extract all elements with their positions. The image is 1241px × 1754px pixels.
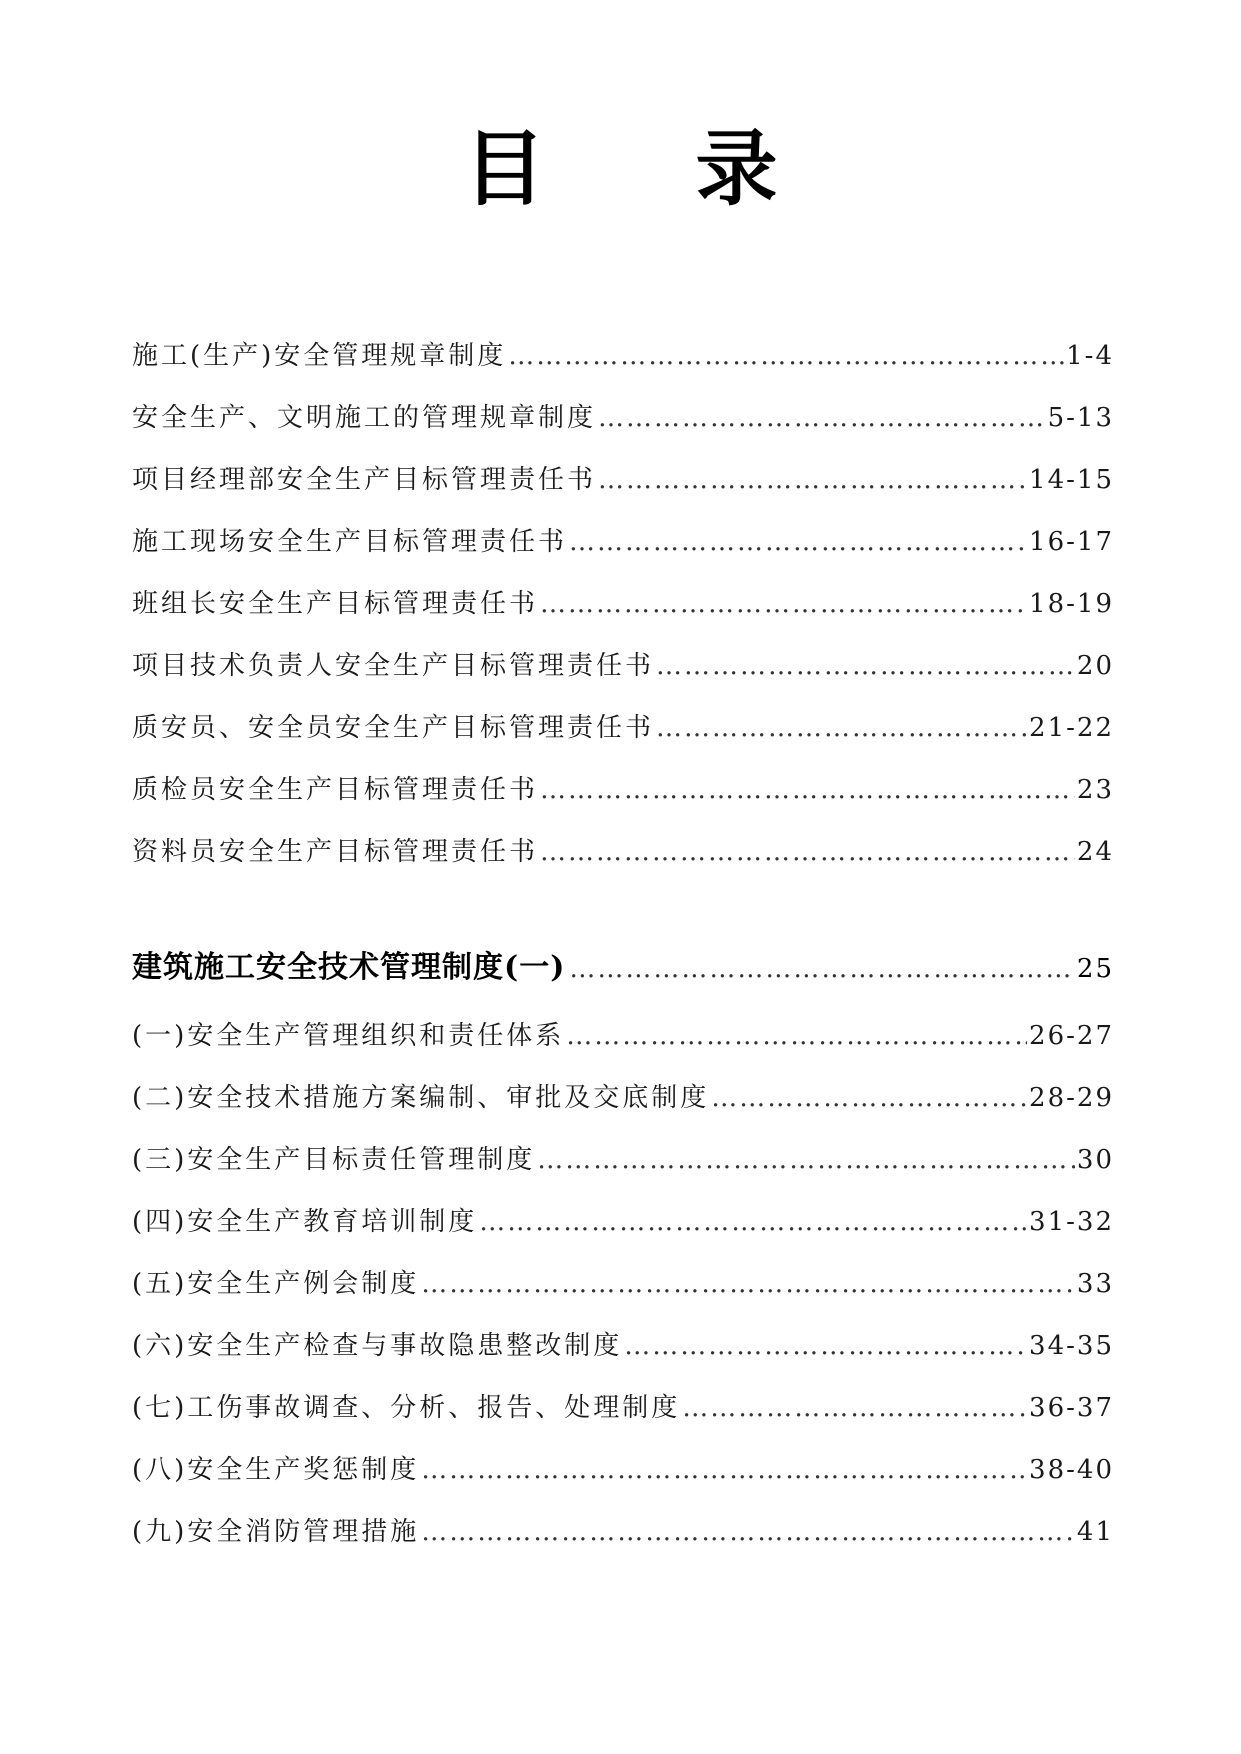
toc-entry — [132, 460, 1114, 522]
toc-leader — [682, 1388, 1027, 1428]
toc-entry — [132, 1388, 1114, 1450]
toc-entry — [132, 1078, 1114, 1140]
toc-entry-pages: 41 — [1076, 1517, 1114, 1547]
toc-entry-label: (七)工伤事故调查、分析、报告、处理制度 — [132, 1393, 681, 1423]
toc-leader — [508, 336, 1064, 376]
toc-entry-pages: 20 — [1076, 651, 1114, 681]
toc-leader — [569, 949, 1073, 989]
toc-entry — [132, 1264, 1114, 1326]
toc-entry-label: (三)安全生产目标责任管理制度 — [132, 1145, 536, 1175]
toc-leader — [598, 460, 1027, 500]
toc-leader — [421, 1450, 1027, 1490]
toc-entry-label: 班组长安全生产目标管理责任书 — [132, 589, 539, 619]
toc-entry — [132, 1450, 1114, 1512]
toc-group-1 — [132, 336, 1114, 894]
toc-entry-pages: 21-22 — [1029, 713, 1114, 743]
toc-title-char-2: 录 — [695, 121, 778, 217]
toc-entry-pages: 26-27 — [1029, 1021, 1114, 1051]
toc-leader — [479, 1202, 1027, 1242]
toc-entry — [132, 1326, 1114, 1388]
toc-entry-pages: 36-37 — [1029, 1393, 1114, 1423]
toc-entry — [132, 646, 1114, 708]
toc-entry-pages: 28-29 — [1029, 1083, 1114, 1113]
toc-section-heading — [132, 948, 1114, 1004]
toc-entry-label: 项目技术负责人安全生产目标管理责任书 — [132, 651, 655, 681]
toc-entry — [132, 832, 1114, 894]
toc-entry — [132, 1140, 1114, 1202]
toc-entry-pages: 18-19 — [1029, 589, 1114, 619]
toc-entry — [132, 522, 1114, 584]
toc-entry — [132, 1016, 1114, 1078]
toc-entry-pages: 30 — [1076, 1145, 1114, 1175]
toc-entry-pages: 1-4 — [1066, 341, 1114, 371]
toc-entry — [132, 398, 1114, 460]
toc-leader — [537, 1140, 1075, 1180]
toc-leader — [421, 1264, 1075, 1304]
toc-entry-pages: 33 — [1076, 1269, 1114, 1299]
toc-entry — [132, 1512, 1114, 1574]
toc-entry-label: 资料员安全生产目标管理责任书 — [132, 837, 539, 867]
toc-section-heading-label: 建筑施工安全技术管理制度(一) — [132, 950, 566, 985]
toc-leader — [566, 1016, 1027, 1056]
toc-section-heading-pages: 25 — [1076, 954, 1114, 984]
toc-leader — [711, 1078, 1027, 1118]
toc-entry-label: 施工现场安全生产目标管理责任书 — [132, 527, 568, 557]
toc-entry — [132, 584, 1114, 646]
toc-leader — [624, 1326, 1027, 1366]
toc-entry-pages: 31-32 — [1029, 1207, 1114, 1237]
toc-entry-pages: 38-40 — [1029, 1455, 1114, 1485]
toc-entry-pages: 5-13 — [1047, 403, 1114, 433]
toc-entry-label: 施工(生产)安全管理规章制度 — [132, 341, 507, 371]
toc-leader — [421, 1512, 1075, 1552]
toc-leader — [569, 522, 1027, 562]
toc-entry-label: (四)安全生产教育培训制度 — [132, 1207, 478, 1237]
toc-entry-label: 项目经理部安全生产目标管理责任书 — [132, 465, 597, 495]
toc-entry-label: 安全生产、文明施工的管理规章制度 — [132, 403, 597, 433]
toc-leader — [540, 770, 1075, 810]
toc-entry-label: (六)安全生产检查与事故隐患整改制度 — [132, 1331, 623, 1361]
toc-entry — [132, 336, 1114, 398]
toc-leader — [656, 646, 1075, 686]
toc-entry — [132, 708, 1114, 770]
toc-entry-label: (八)安全生产奖惩制度 — [132, 1455, 420, 1485]
toc-entry-pages: 24 — [1076, 837, 1114, 867]
toc-leader — [540, 832, 1075, 872]
toc-leader — [656, 708, 1027, 748]
toc-entry-pages: 14-15 — [1029, 465, 1114, 495]
toc-leader — [540, 584, 1027, 624]
toc-entry-pages: 23 — [1076, 775, 1114, 805]
toc-entry — [132, 770, 1114, 832]
toc-entry-label: (五)安全生产例会制度 — [132, 1269, 420, 1299]
toc-leader — [598, 398, 1046, 438]
toc-entry-label: (九)安全消防管理措施 — [132, 1517, 420, 1547]
toc-entry-label: (二)安全技术措施方案编制、审批及交底制度 — [132, 1083, 710, 1113]
toc-entry-label: 质检员安全生产目标管理责任书 — [132, 775, 539, 805]
toc-title-char-1: 目 — [463, 121, 546, 217]
toc-entry-label: 质安员、安全员安全生产目标管理责任书 — [132, 713, 655, 743]
toc-entry — [132, 1202, 1114, 1264]
toc-entry-pages: 16-17 — [1029, 527, 1114, 557]
toc-entry-pages: 34-35 — [1029, 1331, 1114, 1361]
toc-title — [0, 121, 1241, 217]
toc-group-2 — [132, 1016, 1114, 1574]
toc-entry-label: (一)安全生产管理组织和责任体系 — [132, 1021, 565, 1051]
